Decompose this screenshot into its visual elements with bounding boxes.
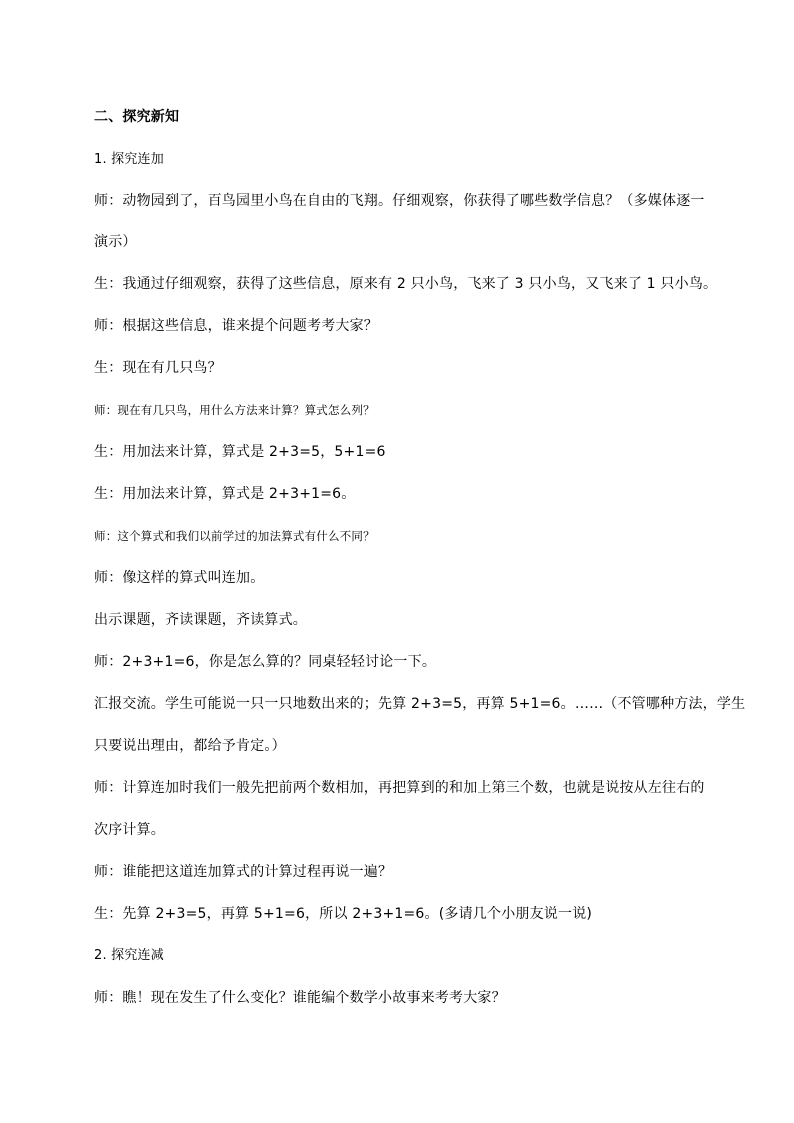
paragraph-line: 师：瞧！现在发生了什么变化？谁能编个数学小故事来考考大家？ xyxy=(94,990,506,1006)
paragraph-line: 师：2+3+1=6，你是怎么算的？同桌轻轻讨论一下。 xyxy=(94,654,437,670)
paragraph-line: 汇报交流。学生可能说一只一只地数出来的；先算 2+3=5，再算 5+1=6。……（不管哪种方法，学生 xyxy=(94,696,746,712)
paragraph-line: 次序计算。 xyxy=(94,822,165,838)
section-heading: 二、探究新知 xyxy=(94,109,180,125)
subsection-1-title: 1. 探究连加 xyxy=(94,152,164,167)
paragraph-line: 生：我通过仔细观察，获得了这些信息，原来有 2 只小鸟，飞来了 3 只小鸟，又飞来了 1 只小鸟。 xyxy=(94,276,718,292)
paragraph-line: 师：谁能把这道连加算式的计算过程再说一遍？ xyxy=(94,864,393,880)
paragraph-line: 生：用加法来计算，算式是 2+3+1=6。 xyxy=(94,486,356,502)
paragraph-line: 出示课题，齐读课题，齐读算式。 xyxy=(94,612,307,628)
paragraph-line: 师：现在有几只鸟，用什么方法来计算？算式怎么列？ xyxy=(94,403,375,417)
paragraph-line: 生：现在有几只鸟？ xyxy=(94,360,222,376)
paragraph-line: 生：用加法来计算，算式是 2+3=5，5+1=6 xyxy=(94,444,386,460)
paragraph-line: 师：动物园到了，百鸟园里小鸟在自由的飞翔。仔细观察，你获得了哪些数学信息？（多媒体逐一 xyxy=(94,193,705,209)
paragraph-line: 师：像这样的算式叫连加。 xyxy=(94,570,265,586)
paragraph-line: 师：根据这些信息，谁来提个问题考考大家？ xyxy=(94,318,378,334)
paragraph-line: 师：这个算式和我们以前学过的加法算式有什么不同？ xyxy=(94,529,375,543)
paragraph-line: 生：先算 2+3=5，再算 5+1=6，所以 2+3+1=6。(多请几个小朋友说一说) xyxy=(94,906,593,922)
subsection-2-title: 2. 探究连减 xyxy=(94,948,164,963)
paragraph-line: 师：计算连加时我们一般先把前两个数相加，再把算到的和加上第三个数，也就是说按从左往右的 xyxy=(94,780,705,796)
paragraph-line: 演示） xyxy=(94,234,137,250)
paragraph-line: 只要说出理由，都给予肯定。） xyxy=(94,738,286,754)
